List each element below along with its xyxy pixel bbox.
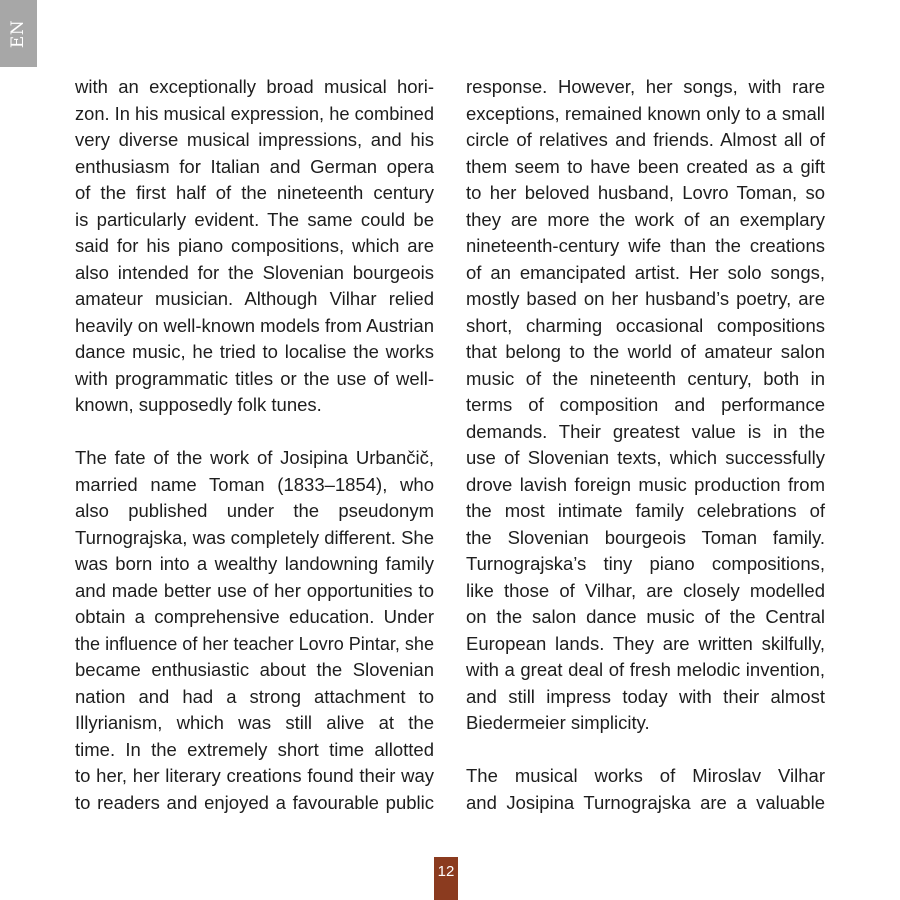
text-line: response. However, her songs, with rare bbox=[466, 76, 825, 97]
text-line: was born into a wealthy landowning family bbox=[75, 553, 434, 574]
paragraph bbox=[466, 74, 825, 737]
text-line: exceptions, remained known only to a small bbox=[466, 102, 825, 124]
text-line: Turnograjska, was completely different. She bbox=[75, 526, 434, 548]
text-line: married name Toman (1833–1854), who bbox=[75, 473, 434, 495]
text-line: to her, her literary creations found their way bbox=[75, 765, 434, 786]
text-line: drove lavish foreign music production from bbox=[466, 473, 825, 495]
text-line: use of Slovenian texts, which successfully bbox=[466, 447, 825, 468]
text-line: also intended for the Slovenian bourgeois bbox=[75, 261, 434, 283]
text-line: Turnograjska’s tiny piano compositions, bbox=[466, 553, 825, 574]
text-line: the most intimate family celebrations of bbox=[466, 500, 825, 521]
text-line: short, charming occasional compositions bbox=[466, 314, 825, 336]
text-line: that belong to the world of amateur salon bbox=[466, 341, 825, 362]
text-line: is particularly evident. The same could be bbox=[75, 208, 434, 230]
text-line: also published under the pseudonym bbox=[75, 500, 434, 521]
left-column bbox=[75, 74, 434, 843]
language-tab bbox=[0, 0, 37, 67]
text-line: The musical works of Miroslav Vilhar bbox=[466, 765, 825, 786]
text-line: demands. Their greatest value is in the bbox=[466, 420, 825, 442]
text-line: heavily on well-known models from Austrian bbox=[75, 314, 434, 336]
paragraph bbox=[466, 763, 825, 816]
text-line: and Josipina Turnograjska are a valuable bbox=[466, 791, 825, 813]
text-line: with a great deal of fresh melodic invention, bbox=[466, 659, 825, 680]
text-line: The fate of the work of Josipina Urbančič, bbox=[75, 447, 434, 468]
text-line: they are more the work of an exemplary bbox=[466, 208, 825, 230]
text-line: music of the nineteenth century, both in bbox=[466, 367, 825, 389]
text-line: obtain a comprehensive education. Under bbox=[75, 606, 434, 627]
text-line: enthusiasm for Italian and German opera bbox=[75, 155, 434, 177]
text-line: with programmatic titles or the use of well- bbox=[75, 367, 434, 389]
text-line: and still impress today with their almost bbox=[466, 685, 825, 707]
text-line: terms of composition and performance bbox=[466, 394, 825, 415]
page-number: 12 bbox=[434, 857, 458, 900]
text-line: of the first half of the nineteenth century bbox=[75, 182, 434, 203]
text-line: very diverse musical impressions, and his bbox=[75, 129, 434, 150]
text-line: Illyrianism, which was still alive at the bbox=[75, 712, 434, 733]
text-line: amateur musician. Although Vilhar relied bbox=[75, 288, 434, 309]
text-line: and made better use of her opportunities to bbox=[75, 579, 434, 601]
language-label: EN bbox=[8, 19, 29, 48]
text-line: time. In the extremely short time allotted bbox=[75, 738, 434, 760]
text-line: circle of relatives and friends. Almost all of bbox=[466, 129, 825, 150]
text-line: with an exceptionally broad musical hori- bbox=[75, 76, 434, 97]
text-line: them seem to have been created as a gift bbox=[466, 155, 825, 177]
text-line: Biedermeier simplicity. bbox=[466, 712, 650, 733]
text-line: European lands. They are written skilfully, bbox=[466, 632, 825, 654]
text-line: on the salon dance music of the Central bbox=[466, 606, 825, 627]
text-line: zon. In his musical expression, he combined bbox=[75, 102, 434, 124]
text-line: to her beloved husband, Lovro Toman, so bbox=[466, 182, 825, 203]
text-line: nineteenth-century wife than the creations bbox=[466, 235, 825, 256]
paragraph bbox=[75, 74, 434, 419]
text-line: nation and had a strong attachment to bbox=[75, 685, 434, 707]
right-column bbox=[466, 74, 825, 843]
text-line: known, supposedly folk tunes. bbox=[75, 394, 322, 415]
text-line: like those of Vilhar, are closely modelled bbox=[466, 579, 825, 601]
text-line: the Slovenian bourgeois Toman family. bbox=[466, 526, 825, 548]
text-line: said for his piano compositions, which are bbox=[75, 235, 434, 256]
text-line: to readers and enjoyed a favourable public bbox=[75, 791, 434, 813]
text-line: mostly based on her husband’s poetry, are bbox=[466, 288, 825, 309]
text-line: of an emancipated artist. Her solo songs, bbox=[466, 261, 825, 283]
paragraph bbox=[75, 445, 434, 816]
text-line: dance music, he tried to localise the works bbox=[75, 341, 434, 362]
text-line: became enthusiastic about the Slovenian bbox=[75, 659, 434, 680]
text-line: the influence of her teacher Lovro Pintar, she bbox=[75, 632, 434, 654]
